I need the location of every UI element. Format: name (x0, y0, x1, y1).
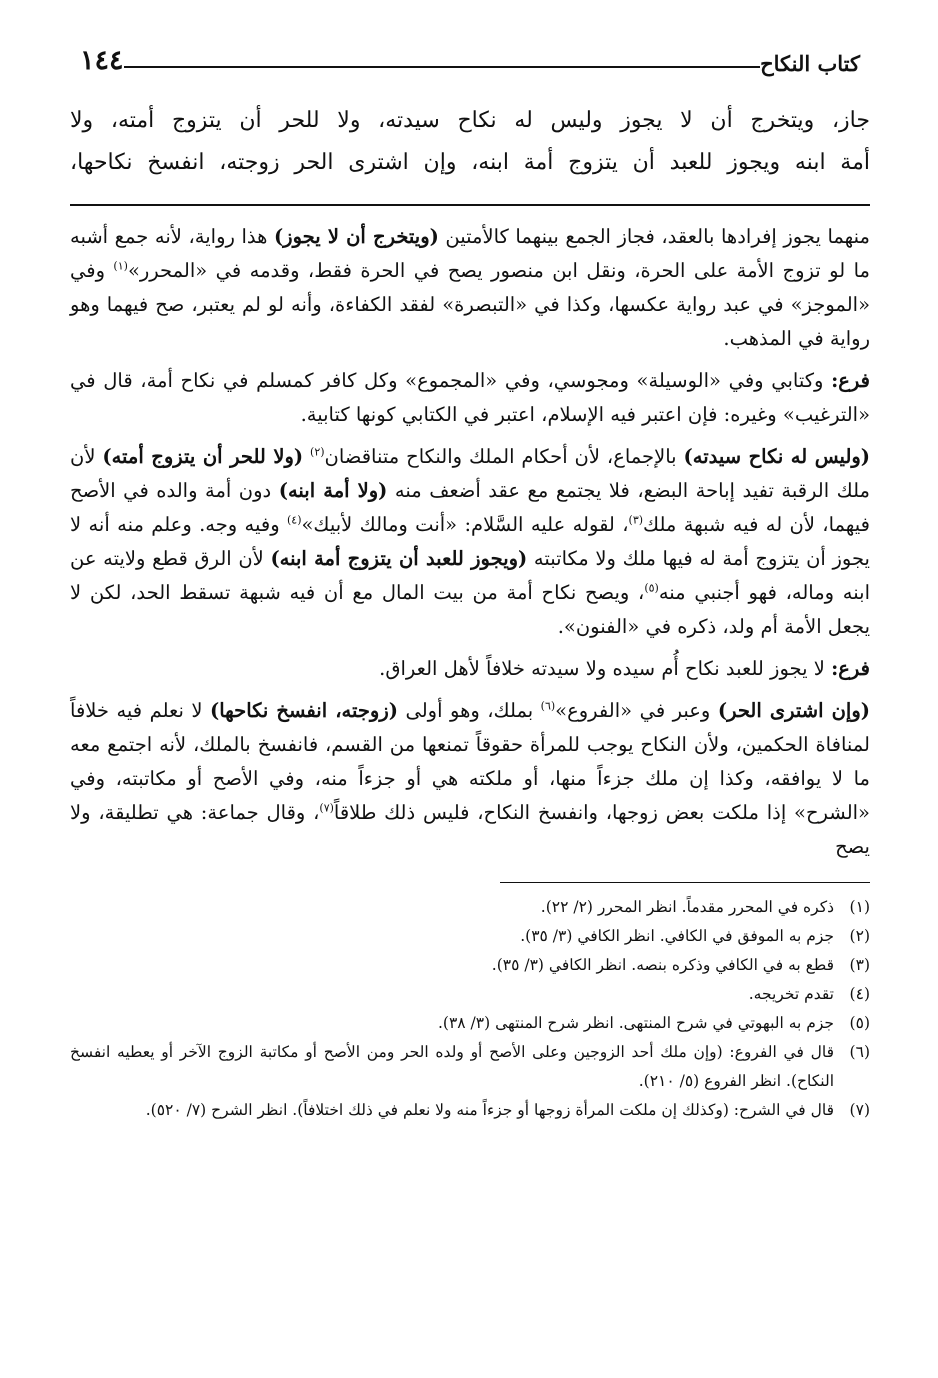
text-run: ، لقوله عليه السَّلام: «أنت ومالك لأبيك» (301, 513, 629, 536)
text-run: بملك، وهو أولى (397, 699, 541, 722)
matn-quote: (ولا للحر أن يتزوج أمته) (102, 445, 304, 468)
footnotes-divider (500, 882, 870, 883)
matn-quote: (ويجوز للعبد أن يتزوج أمة ابنه) (270, 547, 528, 570)
text-run: لأن ملك الرقبة تفيد إباحة البضع، فلا يجتمع مع عقد أضعف منه (70, 445, 871, 502)
footnote-text: جزم به الموفق في الكافي. انظر الكافي (٣/ ٣٥). (520, 927, 834, 945)
footnote (70, 893, 870, 922)
far-label: فرع: (831, 369, 870, 392)
footnote-marker: (٢) (310, 445, 325, 459)
text-run: منهما يجوز إفرادها بالعقد، فجاز الجمع بينهما كالأمتين (438, 225, 870, 248)
running-title: كتاب النكاح (760, 51, 860, 76)
text-run: ، وقال جماعة: هي تطليقة، ولا يصح (70, 801, 870, 858)
text-run: هذا رواية، لأنه جمع أشبه ما لو تزوج الأمة على الحرة، ونقل ابن منصور يصح في الحرة فقط، وقدمه في «المحرر» (70, 225, 870, 282)
footnote (70, 980, 870, 1009)
text-run (303, 445, 310, 468)
commentary-paragraph (70, 364, 870, 432)
page-header (70, 40, 870, 74)
book-page (70, 40, 870, 1125)
footnote-number: (٣) (849, 956, 870, 974)
matn-quote: (وليس له نكاح سيدته) (683, 445, 871, 468)
text-run: لا نعلم فيه خلافاً لمنافاة الحكمين، ولأن النكاح يوجب للمرأة حقوقاً تمنعها من القسم، فانفسخ بالملك، لأنه اجتمع معه ما لا يوافقه، وكذا إن ملك جزءاً منها، أو ملكته هي أو جزءاً منه، وفي الأصح أو مكاتبته، وفي «الشرح» إذا ملكت بعض زوجها، وانفسخ النكاح، فليس ذلك طلاقاً (70, 699, 870, 824)
footnote-number: (٦) (849, 1043, 870, 1061)
commentary (70, 220, 870, 864)
footnote-marker: (٦) (540, 699, 556, 713)
text-run: دون أمة والده في الأصح فيهما، لأن له فيه شبهة ملك (70, 479, 870, 536)
text-run: بالإجماع، لأن أحكام الملك والنكاح متناقضان (324, 445, 684, 468)
matn-quote: (زوجته، انفسخ نكاحها) (210, 699, 398, 722)
text-run: وفيه وجه. وعلم منه أنه لا يجوز أن يتزوج أمة له فيها ملك ولا مكاتبته (70, 513, 870, 570)
footnote-number: (٤) (849, 985, 870, 1003)
footnote-number: (٧) (849, 1101, 870, 1119)
matn-divider (70, 204, 870, 206)
footnote (70, 1009, 870, 1038)
matn-quote: (ولا أمة ابنه) (278, 479, 388, 502)
footnote-number: (٥) (849, 1014, 870, 1032)
commentary-paragraph (70, 652, 870, 686)
page-number: ١٤٤ (80, 45, 124, 76)
footnote-number: (١) (849, 898, 870, 916)
footnotes (70, 893, 870, 1125)
commentary-paragraph (70, 694, 870, 864)
text-run: وعبر في «الفروع» (555, 699, 718, 722)
footnote-text: تقدم تخريجه. (748, 985, 834, 1003)
matn-line: جاز، ويتخرج أن لا يجوز وليس له نكاح سيدته، ولا للحر أن يتزوج أمته، ولا (70, 108, 870, 133)
footnote-marker: (٧) (319, 801, 334, 815)
footnote-text: جزم به البهوتي في شرح المنتهى. انظر شرح المنتهى (٣/ ٣٨). (437, 1014, 834, 1032)
matn-quote: (وإن اشترى الحر) (717, 699, 870, 722)
matn-quote: (ويتخرج أن لا يجوز) (273, 225, 439, 248)
commentary-paragraph (70, 220, 870, 356)
footnote-text: قال في الفروع: (وإن ملك أحد الزوجين وعلى الأصح أو ولده الحر ومن الأصح أو مكاتبة الزوج الآخر أو يعطيه انفسخ النكاح). انظر الفروع (٥/ ٢١٠). (70, 1043, 834, 1090)
footnote-text: قطع به في الكافي وذكره بنصه. انظر الكافي (٣/ ٣٥). (491, 956, 834, 974)
footnote-marker: (٣) (628, 513, 644, 527)
footnote-text: ذكره في المحرر مقدماً. انظر المحرر (٢/ ٢٢). (540, 898, 834, 916)
text-run: لا يجوز للعبد نكاح أُم سيده ولا سيدته خلافاً لأهل العراق. (379, 657, 832, 680)
footnote-number: (٢) (849, 927, 870, 945)
text-run: وكتابي وفي «الوسيلة» ومجوسي، وفي «المجموع» وكل كافر كمسلم في نكاح أمة، قال في «الترغيب» وغيره: فإن اعتبر فيه الإسلام، اعتبر في الكتابي كونها كتابية. (70, 369, 870, 426)
matn-text (70, 100, 870, 184)
text-run: وفي «الموجز» في عبد رواية عكسها، وكذا في «التبصرة» لفقد الكفاءة، وأنه لو لم يعتبر، صح فيهما وهو رواية في المذهب. (70, 259, 870, 350)
footnote-text: قال في الشرح: (وكذلك إن ملكت المرأة زوجها أو جزءاً منه ولا نعلم في ذلك اختلافاً). انظر الشرح (٧/ ٥٢٠). (145, 1101, 834, 1119)
footnote (70, 922, 870, 951)
footnote-marker: (١) (113, 259, 128, 273)
text-run: ، ويصح نكاح أمة من بيت المال مع أن فيه شبهة تسقط الحد، لكن لا يجعل الأمة أم ولد، ذكره في «الفنون». (70, 581, 870, 638)
footnote-marker: (٤) (286, 513, 302, 527)
text-run: لأن الرق قطع ولايته عن ابنه وماله، فهو أجنبي منه (70, 547, 870, 604)
commentary-paragraph (70, 440, 870, 644)
header-rule (124, 66, 761, 68)
matn-line: أمة ابنه ويجوز للعبد أن يتزوج أمة ابنه، وإن اشترى الحر زوجته، انفسخ نكاحها، (70, 150, 870, 175)
footnote (70, 1038, 870, 1096)
footnote-marker: (٥) (644, 581, 659, 595)
footnote (70, 1096, 870, 1125)
far-label: فرع: (831, 657, 870, 680)
footnote (70, 951, 870, 980)
